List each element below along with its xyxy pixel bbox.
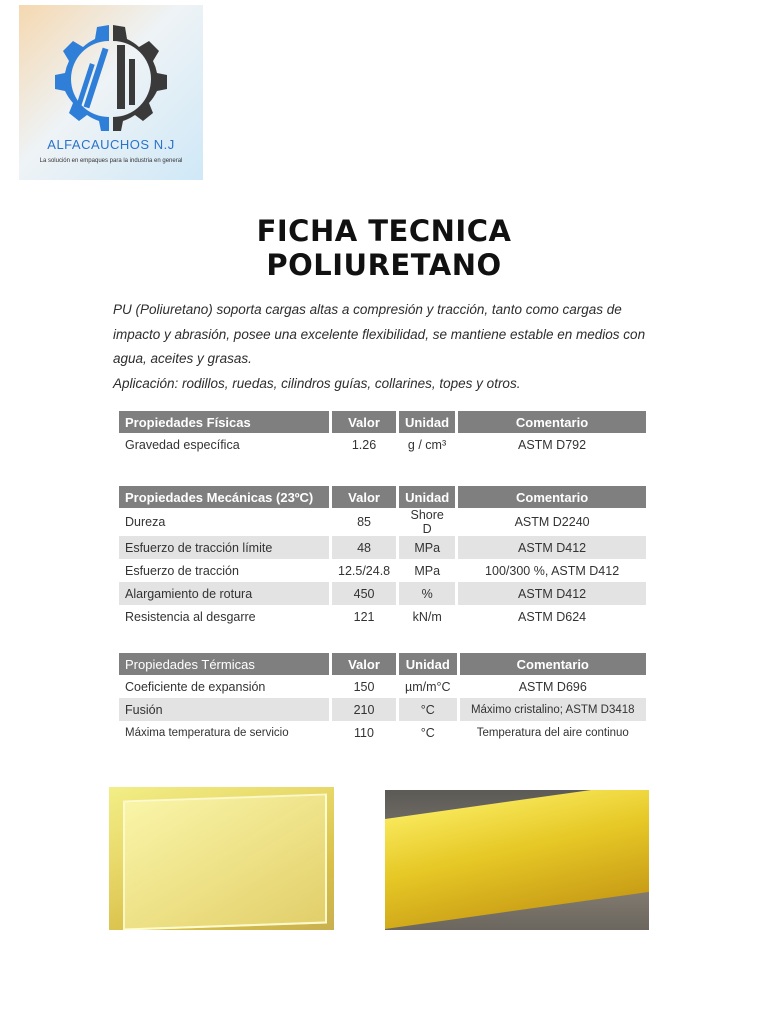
- header-value: Valor: [331, 411, 398, 433]
- polyurethane-sheet-photo: [385, 790, 649, 930]
- table-row: [119, 582, 646, 605]
- brand-name: ALFACAUCHOS N.J: [47, 137, 175, 152]
- header-value: Valor: [331, 653, 398, 675]
- cell-unit: %: [398, 582, 457, 605]
- table-row: [119, 433, 646, 456]
- table-row: [119, 559, 646, 582]
- physical-properties-table: [119, 411, 646, 456]
- cell-comment: 100/300 %, ASTM D412: [485, 563, 620, 578]
- title-line-2: POLIURETANO: [266, 248, 502, 282]
- plate-shape: [123, 793, 327, 930]
- cell-comment: ASTM D792: [517, 437, 587, 452]
- cell-property: Fusión: [119, 698, 331, 721]
- header-value: Valor: [331, 486, 398, 508]
- cell-comment: ASTM D696: [518, 679, 587, 694]
- table-header-row: [119, 653, 646, 675]
- cell-comment: Temperatura del aire continuo: [476, 726, 629, 739]
- cell-property: Gravedad específica: [119, 433, 331, 456]
- cell-value: 121: [331, 605, 398, 628]
- brand-tagline: La solución en empaques para la industria en general: [39, 158, 183, 164]
- mechanical-properties-table: [119, 486, 646, 628]
- table-row: [119, 536, 646, 559]
- cell-property: Coeficiente de expansión: [119, 675, 331, 698]
- cell-property: Esfuerzo de tracción límite: [119, 536, 331, 559]
- cell-comment: ASTM D412: [457, 582, 646, 605]
- table-row: [119, 721, 646, 744]
- header-unit: Unidad: [398, 411, 457, 433]
- header-comment: Comentario: [457, 411, 646, 433]
- header-property: Propiedades Térmicas: [119, 653, 331, 675]
- cell-property: Máxima temperatura de servicio: [119, 721, 331, 744]
- polyurethane-plate-photo: [109, 787, 334, 930]
- cell-property: Resistencia al desgarre: [119, 605, 331, 628]
- header-property: Propiedades Físicas: [119, 411, 331, 433]
- cell-value: 12.5/24.8: [331, 559, 398, 582]
- header-unit: Unidad: [398, 486, 457, 508]
- title-line-1: FICHA TECNICA: [256, 214, 512, 248]
- cell-unit: °C: [398, 721, 459, 744]
- header-property: Propiedades Mecánicas (23ºC): [119, 486, 331, 508]
- header-comment: Comentario: [457, 486, 646, 508]
- header-comment: Comentario: [458, 653, 646, 675]
- cell-comment: ASTM D624: [518, 609, 587, 624]
- cell-value: 85: [331, 508, 398, 536]
- cell-value: 48: [331, 536, 398, 559]
- table-row: [119, 605, 646, 628]
- cell-property: Alargamiento de rotura: [119, 582, 331, 605]
- table-row: [119, 508, 646, 536]
- cell-unit: Shore D: [398, 508, 457, 536]
- cell-value: 1.26: [331, 433, 398, 456]
- intro-text: [113, 298, 653, 396]
- table-header-row: [119, 486, 646, 508]
- gear-building-icon: [51, 19, 171, 137]
- table-header-row: [119, 411, 646, 433]
- cell-property: Esfuerzo de tracción: [119, 559, 331, 582]
- cell-value: 110: [331, 721, 398, 744]
- page-title: [0, 214, 768, 282]
- cell-comment: ASTM D2240: [514, 515, 590, 529]
- table-row: [119, 698, 646, 721]
- cell-unit: °C: [398, 698, 459, 721]
- cell-unit: MPa: [398, 536, 457, 559]
- cell-value: 450: [331, 582, 398, 605]
- cell-unit: MPa: [398, 559, 457, 582]
- cell-comment: ASTM D412: [457, 536, 646, 559]
- header-unit: Unidad: [398, 653, 459, 675]
- cell-value: 150: [331, 675, 398, 698]
- cell-value: 210: [331, 698, 398, 721]
- thermal-properties-table: [119, 653, 646, 744]
- sheet-shape: [385, 790, 649, 929]
- cell-property: Dureza: [119, 508, 331, 536]
- cell-unit: kN/m: [398, 605, 457, 628]
- company-logo: [19, 5, 203, 180]
- cell-comment: Máximo cristalino; ASTM D3418: [458, 698, 646, 721]
- table-row: [119, 675, 646, 698]
- cell-unit: µm/m°C: [398, 675, 459, 698]
- cell-unit: g / cm³: [398, 433, 457, 456]
- intro-description: PU (Poliuretano) soporta cargas altas a compresión y tracción, tanto como cargas de impacto y abrasión, posee una excelente flexibilidad, se mantiene estable en medios con agua, aceites y grasas.: [113, 302, 646, 366]
- intro-application: Aplicación: rodillos, ruedas, cilindros guías, collarines, topes y otros.: [113, 375, 521, 391]
